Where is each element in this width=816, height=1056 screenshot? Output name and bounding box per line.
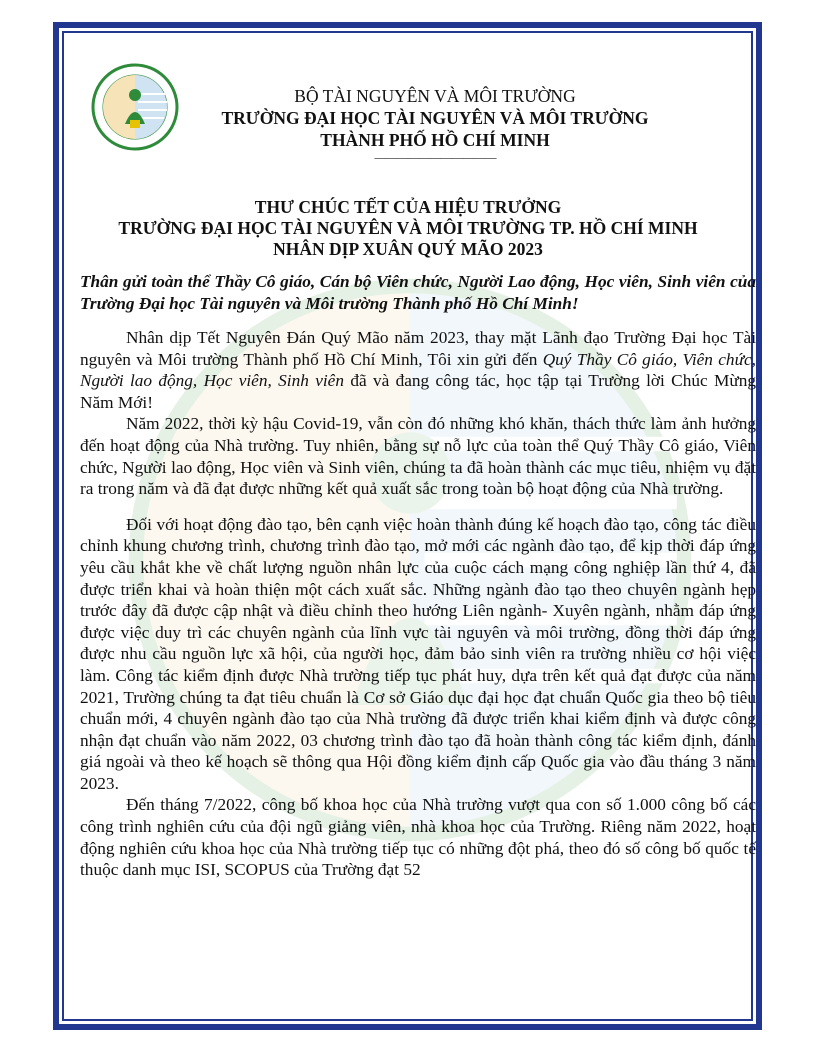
university-logo (90, 62, 180, 152)
paragraph-4: Đến tháng 7/2022, công bố khoa học của Nhà trường vượt qua con số 1.000 công bố các công trình nghiên cứu của đội ngũ giảng viên, nhà khoa học của Trường. Riêng năm 2022, hoạt động nghiên cứu khoa học của Nhà trường tiếp tục có những đột phá, theo đó số công bố quốc tế thuộc danh mục ISI, SCOPUS của Trường đạt 52 (80, 795, 756, 880)
school-name-line1: TRƯỜNG ĐẠI HỌC TÀI NGUYÊN VÀ MÔI TRƯỜNG (221, 108, 649, 128)
ministry-name: BỘ TÀI NGUYÊN VÀ MÔI TRƯỜNG (294, 86, 576, 106)
title-line2: TRƯỜNG ĐẠI HỌC TÀI NGUYÊN VÀ MÔI TRƯỜNG TP. HỒ CHÍ MINH (118, 218, 698, 238)
letter-title (80, 197, 736, 260)
paragraph-1-text-b: đã và đang công tác, học tập tại Trường lời Chúc Mừng Năm Mới! (80, 371, 756, 412)
school-name-line2: THÀNH PHỐ HỒ CHÍ MINH (320, 130, 550, 150)
title-line1: THƯ CHÚC TẾT CỦA HIỆU TRƯỞNG (254, 197, 562, 217)
paragraph-1 (80, 327, 756, 413)
letter-body (80, 327, 756, 881)
salutation: Thân gửi toàn thể Thầy Cô giáo, Cán bộ Viên chức, Người Lao động, Học viên, Sinh viên của Trường Đại học Tài nguyên và Môi trường Thành phố Hồ Chí Minh! (80, 272, 756, 313)
document-header (180, 85, 690, 163)
paragraph-1-text-a: Nhân dịp Tết Nguyên Đán Quý Mão năm 2023, thay mặt Lãnh đạo Trường Đại học Tài nguyên và Môi trường Thành phố Hồ Chí Minh, Tôi xin gửi đến (80, 328, 756, 369)
header-divider: ——————————— (374, 150, 496, 164)
paragraph-1-emphasis: Quý Thầy Cô giáo, Viên chức, Người lao động, Học viên, Sinh viên (80, 349, 756, 391)
paragraph-2: Năm 2022, thời kỳ hậu Covid-19, vẫn còn đó những khó khăn, thách thức làm ảnh hưởng đến hoạt động của Nhà trường. Tuy nhiên, bằng sự nỗ lực của toàn thể Quý Thầy Cô giáo, Viên chức, Người lao động, Học viên và Sinh viên, chúng ta đã hoàn thành các mục tiêu, nhiệm vụ đặt ra trong năm và đã đạt được những kết quả xuất sắc trong toàn bộ hoạt động của Nhà trường. (80, 414, 756, 499)
title-line3: NHÂN DỊP XUÂN QUÝ MÃO 2023 (273, 239, 543, 259)
paragraph-3: Đối với hoạt động đào tạo, bên cạnh việc hoàn thành đúng kế hoạch đào tạo, công tác điều chỉnh khung chương trình, chương trình đào tạo, mở mới các ngành đào tạo, để kịp thời đáp ứng yêu cầu khắt khe về chất lượng nguồn nhân lực của cuộc cách mạng công nghiệp lần thứ 4, đã được triển khai và hoàn thiện một cách xuất sắc. Những ngành đào tạo theo chuyên ngành hẹp trước đây đã được cập nhật và điều chỉnh theo hướng Liên ngành- Xuyên ngành, nhằm đáp ứng được việc duy trì các chuyên ngành của lĩnh vực tài nguyên và môi trường, đồng thời đáp ứng được nhu cầu nguồn lực xã hội, của người học, đảm bảo sinh viên ra trường nhiều cơ hội việc làm. Công tác kiểm định được Nhà trường tiếp tục phát huy, dựa trên kết quả đạt được của năm 2021, Trường chúng ta đạt tiêu chuẩn là Cơ sở Giáo dục đại học đạt chuẩn Quốc gia theo bộ tiêu chuẩn mới, 4 chuyên ngành đào tạo của Nhà trường đã được triển khai kiểm định và được công nhận đạt chuẩn vào năm 2022, 03 chương trình đào tạo đã hoàn thành công tác kiểm định, đánh giá ngoài và theo kế hoạch sẽ thông qua Hội đồng kiểm định cấp Quốc gia vào đầu tháng 3 năm 2023. (80, 514, 756, 793)
